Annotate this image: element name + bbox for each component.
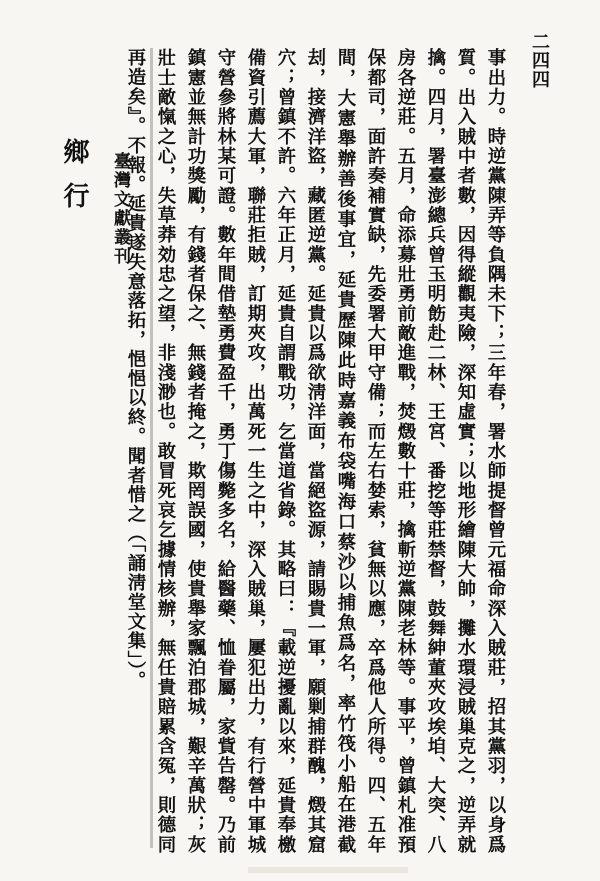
running-head: 臺灣文獻叢刊 bbox=[110, 152, 130, 266]
column-divider bbox=[150, 48, 153, 848]
section-title: 鄉行 bbox=[59, 138, 89, 226]
main-body-text bbox=[125, 48, 510, 854]
body-paragraph: 事出力。時逆黨陳弄等負隅未下；三年春，署水師提督曾元福命深入賊莊，招其黨羽，以身爲質。出入賊中者數，因得縱觀夷險，深知虛實；以地形繪陳大帥，攤水環浸賊巢克之，逆弄就擒。四月，署臺澎總兵曾玉明飭赴二林、王宮、番挖等莊禁督，鼓舞紳董夾攻埃垍、大突、八房各逆莊。五月，命添募壯勇前敵進戰，焚燬數十莊，擒斬逆黨陳老林等。事平，曾鎮札准預保都司，面許奏補實缺，先委署大甲守備；而左右婪索，貧無以應，卒爲他人所得。四、五年間，大憲舉辦善後事宜，延貴歷陳此時嘉義布袋嘴海口蔡沙以捕魚爲名，率竹筏小船在港截刦，接濟洋盜，藏匿逆黨。延貴以爲欲淸洋面，當絕盜源，請賜貴一軍，願剿捕群醜，燬其窟穴；曾鎮不許。六年正月，延貴自謂戰功，乞當道省錄。其略曰：『載逆擾亂以來，延貴奉檄備資引薦大軍，聯莊拒賊，訂期夾攻，出萬死一生之中，深入賊巢，屢犯出力，有行營中軍城守營參將林某可證。數年間借墊勇費盈千，勇丁傷斃多名，給醫藥、恤眷屬，家貲告罄。乃前鎮憲並無計功獎勵，有錢者保之、無錢者掩之，欺罔誤國，使貴舉家飄泊郡城，艱辛萬狀；灰壯士敵愾之心，失草莽効忠之望，非淺渺也。敢冒死哀乞據情核辦，無任貴賠累含冤，則德同再造矣』。不報。延貴遂失意落拓，悒悒以終。聞者惜之（「誦淸堂文集」）。 bbox=[125, 48, 506, 854]
page-number: 二四四 bbox=[529, 32, 550, 89]
scan-smudge bbox=[248, 867, 408, 873]
